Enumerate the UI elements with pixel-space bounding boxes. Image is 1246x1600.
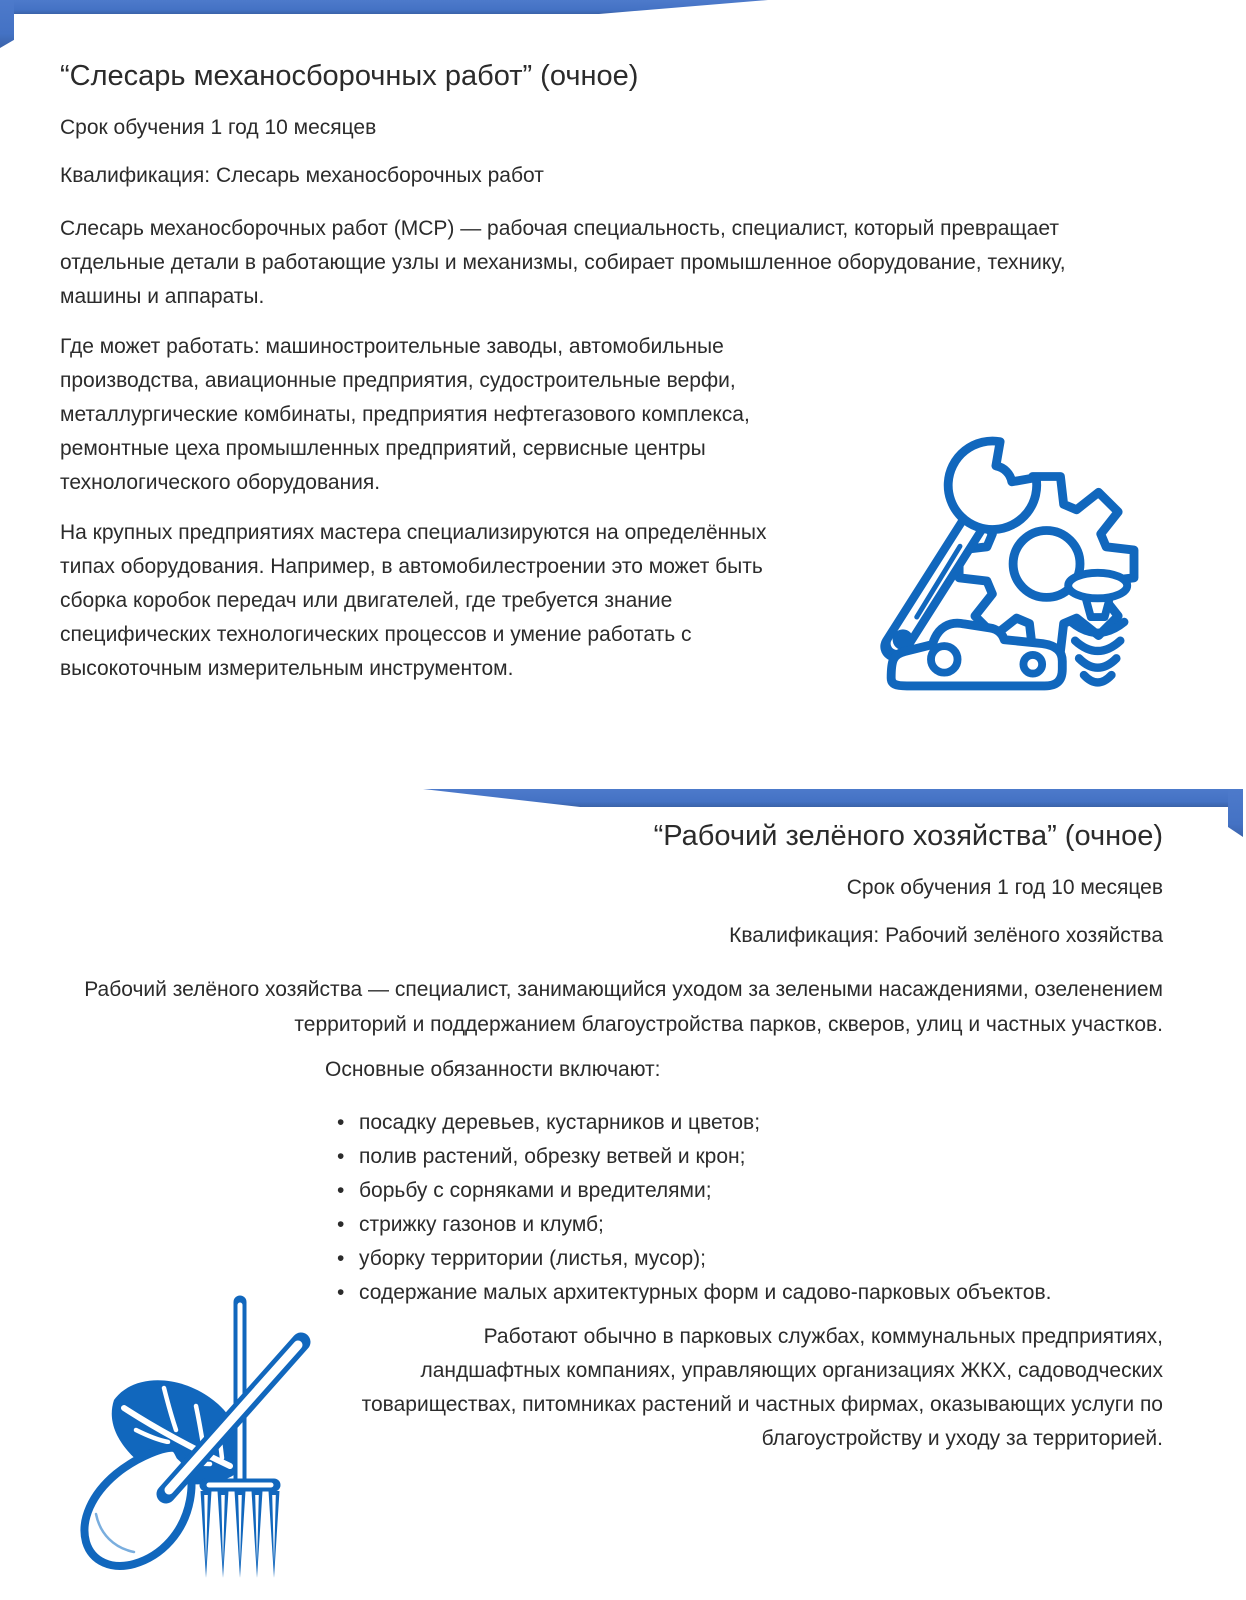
section1-paragraph-1: Слесарь механосборочных работ (МСР) — рабочая специальность, специалист, который превращает отдельные детали в работающие узлы и механизмы, собирает промышленное оборудование, технику, машины и аппараты. [60, 217, 1066, 308]
list-item: • содержание малых архитектурных форм и садово-парковых объектов. [335, 1276, 1163, 1310]
section-mechanical-fitter [60, 58, 1140, 714]
section2-duration: Срок обучения 1 год 10 месяцев [846, 876, 1163, 899]
section1-title: “Слесарь механосборочных работ” (очное) [60, 60, 639, 92]
section2-duties-label: Основные обязанности включают: [325, 1058, 661, 1081]
section1-paragraph-3: На крупных предприятиях мастера специализируются на определённых типах оборудования. Например, в автомобилестроении это может быть сборка коробок передач или двигателей, где требуется знание специфических технологических процессов и умение работать с высокоточным измерительным инструментом. [60, 521, 767, 680]
list-item: • стрижку газонов и клумб; [335, 1208, 1163, 1242]
section2-intro: Рабочий зелёного хозяйства — специалист, занимающийся уходом за зелеными насаждениями, озеленением территорий и поддержанием благоустройства парков, скверов, улиц и частных участков. [84, 978, 1163, 1036]
section2-title: “Рабочий зелёного хозяйства” (очное) [653, 820, 1163, 852]
section1-paragraph-2: Где может работать: машиностроительные заводы, автомобильные производства, авиационные предприятия, судостроительные верфи, металлургические комбинаты, предприятия нефтегазового комплекса, ремонтные цеха промышленных предприятий, сервисные центры технологического оборудования. [60, 335, 750, 494]
list-item: • полив растений, обрезку ветвей и крон; [335, 1140, 1163, 1174]
list-item: • уборку территории (листья, мусор); [335, 1242, 1163, 1276]
section1-duration: Срок обучения 1 год 10 месяцев [60, 116, 377, 139]
garden-tools-icon [70, 1262, 315, 1592]
top-banner [0, 0, 768, 14]
middle-banner [423, 789, 1229, 807]
wrench-gear-icon [840, 414, 1140, 706]
section2-outro: Работают обычно в парковых службах, коммунальных предприятиях, ландшафтных компаниях, управляющих организациях ЖКХ, садоводческих товариществах, питомниках растений и частных фирмах, оказывающих услуги по благоустройству и уходу за территорией. [361, 1325, 1163, 1450]
list-item: • борьбу с сорняками и вредителями; [335, 1174, 1163, 1208]
shovel-shape [84, 1342, 301, 1566]
middle-right-strip [1228, 789, 1243, 839]
duties-list [335, 1106, 1163, 1310]
top-left-strip [0, 0, 14, 48]
section1-qualification: Квалификация: Слесарь механосборочных работ [60, 164, 544, 187]
section2-qualification: Квалификация: Рабочий зелёного хозяйства [729, 924, 1163, 947]
list-item: • посадку деревьев, кустарников и цветов; [335, 1106, 1163, 1140]
